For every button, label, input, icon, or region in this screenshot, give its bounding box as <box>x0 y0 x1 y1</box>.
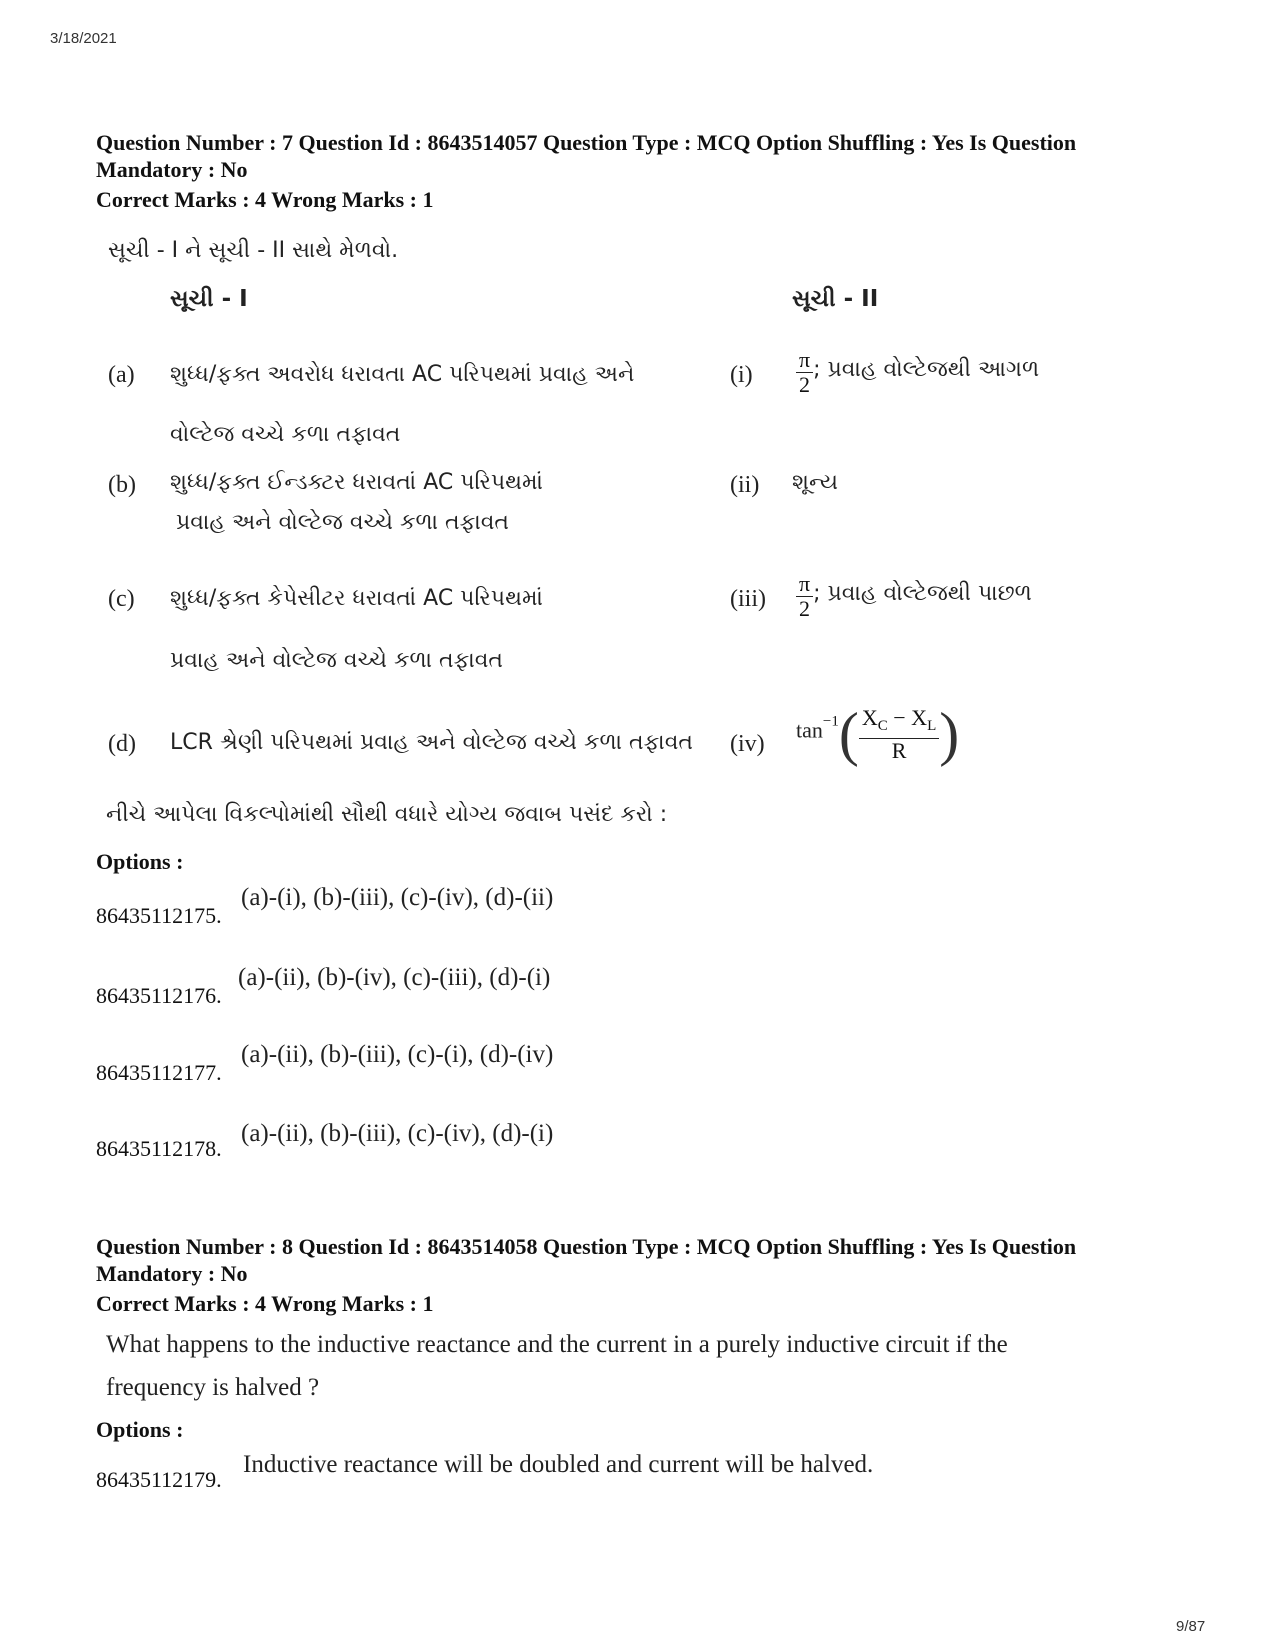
q7-prompt: નીચે આપેલા વિકલ્પોમાંથી સૌથી વધારે યોગ્ય જવાબ પસંદ કરો : <box>106 802 668 827</box>
q7-instruction: સૂચી - I ને સૂચી - II સાથે મેળવો. <box>108 238 399 263</box>
row-a-text-line1: શુધ્ધ/ફક્ત અવરોધ ધરાવતા AC પરિપથમાં પ્રવાહ અને <box>170 362 635 387</box>
tan-inverse-formula: tan−1( $\frac{X_C - X_L}{R}$ ) <box>796 701 960 767</box>
row-b-label: (b) <box>108 472 136 498</box>
q7-marks: Correct Marks : 4 Wrong Marks : 1 <box>96 187 434 212</box>
row-iii-value <box>796 572 1032 621</box>
row-i-value <box>796 348 1039 397</box>
option-text: (a)-(ii), (b)-(iii), (c)-(i), (d)-(iv) <box>241 1041 554 1068</box>
q8-marks: Correct Marks : 4 Wrong Marks : 1 <box>96 1291 434 1316</box>
row-a-text-line2: વોલ્ટેજ વચ્ચે કળા તફાવત <box>170 422 401 447</box>
option-text: (a)-(ii), (b)-(iii), (c)-(iv), (d)-(i) <box>241 1120 554 1147</box>
row-c-text-line1: શુધ્ધ/ફક્ત કેપેસીટર ધરાવતાં AC પરિપથમાં <box>170 586 543 611</box>
row-b-text-line1: શુધ્ધ/ફક્ત ઈન્ડક્ટર ધરાવતાં AC પરિપથમાં <box>170 470 543 495</box>
row-c-text-line2: પ્રવાહ અને વોલ્ટેજ વચ્ચે કળા તફાવત <box>170 648 504 673</box>
row-a-label: (a) <box>108 362 135 388</box>
option-text: (a)-(ii), (b)-(iv), (c)-(iii), (d)-(i) <box>238 964 551 991</box>
row-i-label: (i) <box>730 362 753 388</box>
q8-options-heading: Options : <box>96 1417 184 1442</box>
q8-meta-line1: Question Number : 8 Question Id : 8643514058 Question Type : MCQ Option Shuffling : Yes Is Question <box>96 1234 1077 1259</box>
row-ii-text: શૂન્ય <box>792 470 839 495</box>
pi-over-2-fraction: $\frac{\pi}{2}$ <box>796 572 813 621</box>
q7-meta <box>96 129 1216 183</box>
q8-meta-line2: Mandatory : No <box>96 1261 248 1286</box>
row-b-text-line2: પ્રવાહ અને વોલ્ટેજ વચ્ચે કળા તફાવત <box>176 510 510 535</box>
option-id: 86435112176. <box>96 983 222 1008</box>
row-d-text: LCR શ્રેણી પરિપથમાં પ્રવાહ અને વોલ્ટેજ વચ્ચે કળા તફાવત <box>170 730 693 755</box>
option-id: 86435112175. <box>96 903 222 928</box>
row-iii-label: (iii) <box>730 586 766 612</box>
row-d-label: (d) <box>108 731 136 757</box>
option-text: (a)-(i), (b)-(iii), (c)-(iv), (d)-(ii) <box>241 884 554 911</box>
row-c-label: (c) <box>108 586 135 612</box>
page-number: 9/87 <box>1176 1618 1206 1635</box>
q7-column2-heading: સૂચી - II <box>792 286 879 312</box>
option-id: 86435112179. <box>96 1467 222 1492</box>
row-iv-label: (iv) <box>730 731 765 757</box>
q7-column1-heading: સૂચી - I <box>170 286 248 312</box>
option-text: Inductive reactance will be doubled and current will be halved. <box>243 1451 874 1478</box>
q8-meta <box>96 1233 1216 1287</box>
q7-options-heading: Options : <box>96 849 184 874</box>
row-ii-label: (ii) <box>730 472 760 498</box>
option-id: 86435112178. <box>96 1136 222 1161</box>
pi-over-2-fraction: $\frac{\pi}{2}$ <box>796 348 813 397</box>
q7-meta-line2: Mandatory : No <box>96 157 248 182</box>
print-date: 3/18/2021 <box>50 30 117 47</box>
row-iii-text: ; પ્રવાહ વોલ્ટેજથી પાછળ <box>813 581 1032 607</box>
option-id: 86435112177. <box>96 1060 222 1085</box>
q8-question-text: What happens to the inductive reactance and the current in a purely inductive circuit if the frequency is halved ? <box>106 1331 1008 1401</box>
q7-meta-line1: Question Number : 7 Question Id : 8643514057 Question Type : MCQ Option Shuffling : Yes Is Question <box>96 130 1077 155</box>
xc-minus-xl-over-r: $\frac{X_C - X_L}{R}$ <box>859 706 939 763</box>
row-i-text: ; પ્રવાહ વોલ્ટેજથી આગળ <box>813 357 1040 383</box>
